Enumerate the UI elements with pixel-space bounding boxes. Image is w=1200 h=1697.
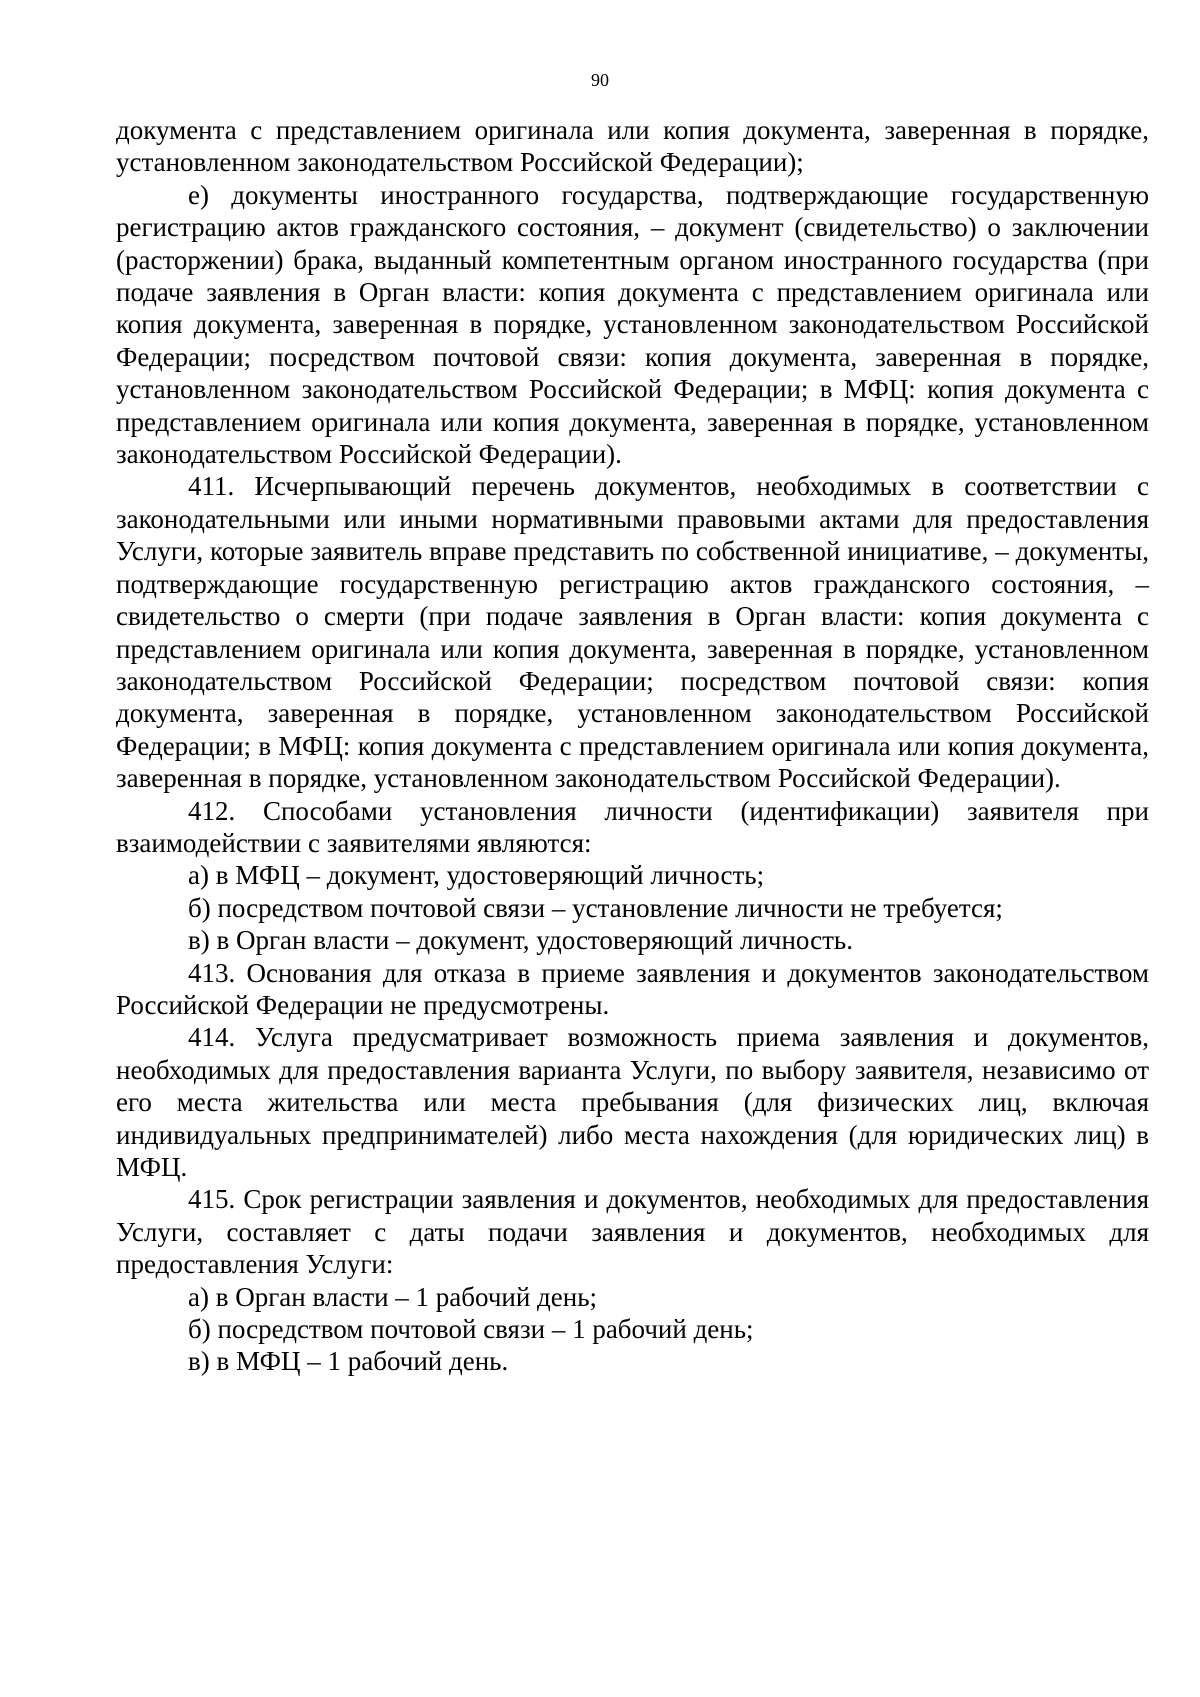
paragraph-412-item-b: б) посредством почтовой связи – установление личности не требуется; (188, 892, 1003, 923)
paragraph-412: 412. Способами установления личности (идентификации) заявителя при взаимодействии с заявителями являются: (116, 795, 1149, 858)
paragraph-415-item-v: в) в МФЦ – 1 рабочий день. (188, 1346, 509, 1377)
paragraph-411: 411. Исчерпывающий перечень документов, необходимых в соответствии с законодательными или иными нормативными правовыми актами для предоставления Услуги, которые заявитель вправе представить по собственной инициативе, – документы, подтверждающие государственную регистрацию актов гражданского состояния, – свидетельство о смерти (при подаче заявления в Орган власти: копия документа с представлением оригинала или копия документа, заверенная в порядке, установленном законодательством Российской Федерации; посредством почтовой связи: копия документа, заверенная в порядке, установленном законодательством Российской Федерации; в МФЦ: копия документа с представлением оригинала или копия документа, заверенная в порядке, установленном законодательством Российской Федерации). (116, 471, 1149, 794)
paragraph-415-item-a: а) в Орган власти – 1 рабочий день; (188, 1281, 598, 1312)
paragraph-413: 413. Основания для отказа в приеме заявления и документов законодательством Российской Федерации не предусмотрены. (116, 957, 1149, 1020)
paragraph-415: 415. Срок регистрации заявления и документов, необходимых для предоставления Услуги, составляет с даты подачи заявления и документов, необходимых для предоставления Услуги: (116, 1184, 1149, 1280)
page-number: 90 (591, 70, 609, 90)
paragraph-415-item-b: б) посредством почтовой связи – 1 рабочий день; (188, 1314, 754, 1345)
paragraph-412-item-a: а) в МФЦ – документ, удостоверяющий личность; (188, 860, 765, 891)
paragraph-414: 414. Услуга предусматривает возможность приема заявления и документов, необходимых для предоставления варианта Услуги, по выбору заявителя, независимо от его места жительства или места пребывания (для физических лиц, включая индивидуальных предпринимателей) либо места нахождения (для юридических лиц) в МФЦ. (116, 1022, 1149, 1182)
document-body (116, 114, 1149, 1378)
paragraph-item-e: е) документы иностранного государства, подтверждающие государственную регистрацию актов гражданского состояния, – документ (свидетельство) о заключении (расторжении) брака, выданный компетентным органом иностранного государства (при подаче заявления в Орган власти: копия документа с представлением оригинала или копия документа, заверенная в порядке, установленном законодательством Российской Федерации; посредством почтовой связи: копия документа, заверенная в порядке, установленном законодательством Российской Федерации; в МФЦ: копия документа с представлением оригинала или копия документа, заверенная в порядке, установленном законодательством Российской Федерации). (116, 179, 1149, 470)
paragraph-continuation: документа с представлением оригинала или копия документа, заверенная в порядке, установленном законодательством Российской Федерации); (116, 115, 1149, 178)
paragraph-412-item-v: в) в Орган власти – документ, удостоверяющий личность. (188, 925, 853, 956)
